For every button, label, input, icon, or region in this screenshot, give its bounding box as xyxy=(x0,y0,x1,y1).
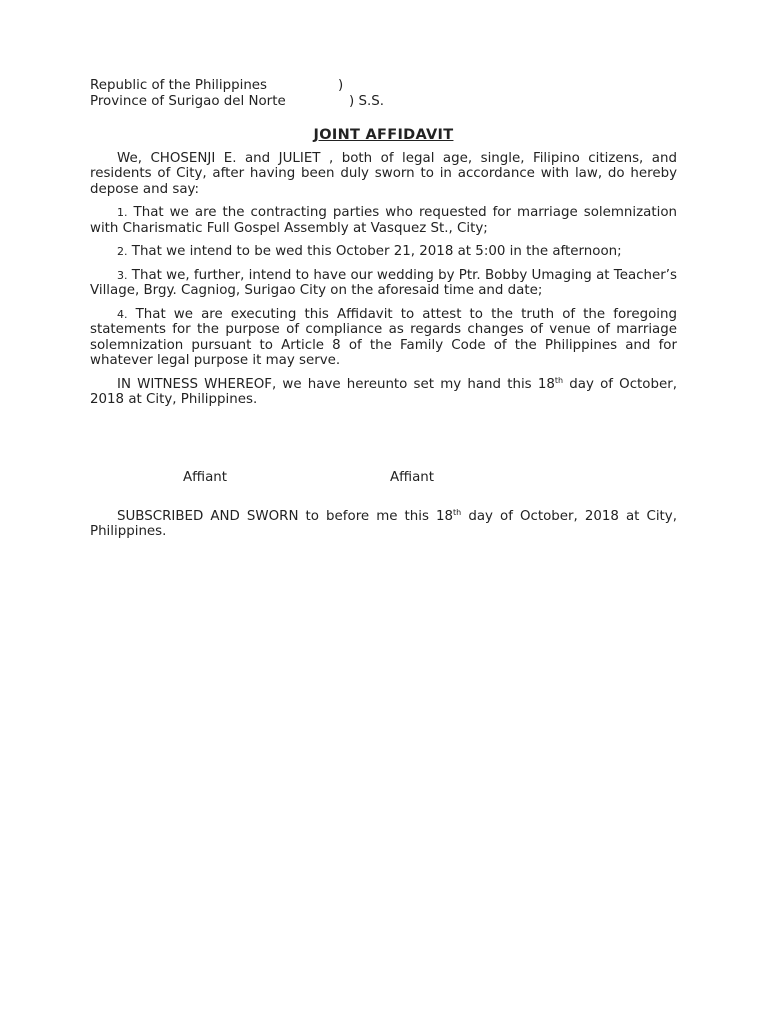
subscribed-text-after: day of October, 2018 at City, Philippines. xyxy=(90,508,677,539)
affidavit-document xyxy=(90,78,677,548)
witness-ordinal-suffix: th xyxy=(554,375,564,385)
list-item-3 xyxy=(90,268,677,299)
item-number: 2. xyxy=(117,245,128,258)
header-province: Province of Surigao del Norte xyxy=(90,93,286,109)
header-republic-paren: ) xyxy=(338,78,344,93)
list-item-2 xyxy=(90,244,677,260)
item-text: That we are the contracting parties who requested for marriage solemnization with Charismatic Full Gospel Assembly at Vasquez St., City; xyxy=(90,205,677,236)
header-province-paren: ) S.S. xyxy=(349,93,384,109)
subscribed-ordinal-suffix: th xyxy=(453,507,462,517)
header-republic-line xyxy=(90,78,677,94)
list-item-4 xyxy=(90,307,677,369)
item-number: 3. xyxy=(117,268,128,282)
witness-paragraph xyxy=(90,377,677,408)
subscribed-paragraph xyxy=(90,509,677,540)
affiant-signature-row xyxy=(90,470,677,486)
affiant-label-2: Affiant xyxy=(390,469,435,485)
witness-text-after: day of October, 2018 at City, Philippines. xyxy=(90,376,677,407)
item-number: 4. xyxy=(117,307,128,321)
item-number: 1. xyxy=(117,206,128,219)
list-item-1 xyxy=(90,205,677,236)
affiant-label-1: Affiant xyxy=(183,469,228,485)
item-text: That we intend to be wed this October 21, 2018 at 5:00 in the afternoon; xyxy=(131,244,622,259)
header-republic: Republic of the Philippines xyxy=(90,78,268,93)
intro-paragraph: We, CHOSENJI E. and JULIET , both of legal age, single, Filipino citizens, and residents of City, after having been duly sworn to in accordance with law, do hereby depose and say: xyxy=(90,150,677,197)
witness-text-before: IN WITNESS WHEREOF, we have hereunto set my hand this 18 xyxy=(117,376,555,392)
document-title: JOINT AFFIDAVIT xyxy=(313,127,454,143)
item-text: That we are executing this Affidavit to attest to the truth of the foregoing statements for the purpose of compliance as regards changes of venue of marriage solemnization pursuant to Article 8 of the Family Code of the Philippines and for whatever legal purpose it may serve. xyxy=(90,306,677,368)
subscribed-text-before: SUBSCRIBED AND SWORN to before me this 18 xyxy=(117,508,454,524)
item-text: That we, further, intend to have our wedding by Ptr. Bobby Umaging at Teacher’s Village, Brgy. Cagniog, Surigao City on the aforesaid time and date; xyxy=(90,267,677,298)
header-province-line xyxy=(90,94,677,110)
